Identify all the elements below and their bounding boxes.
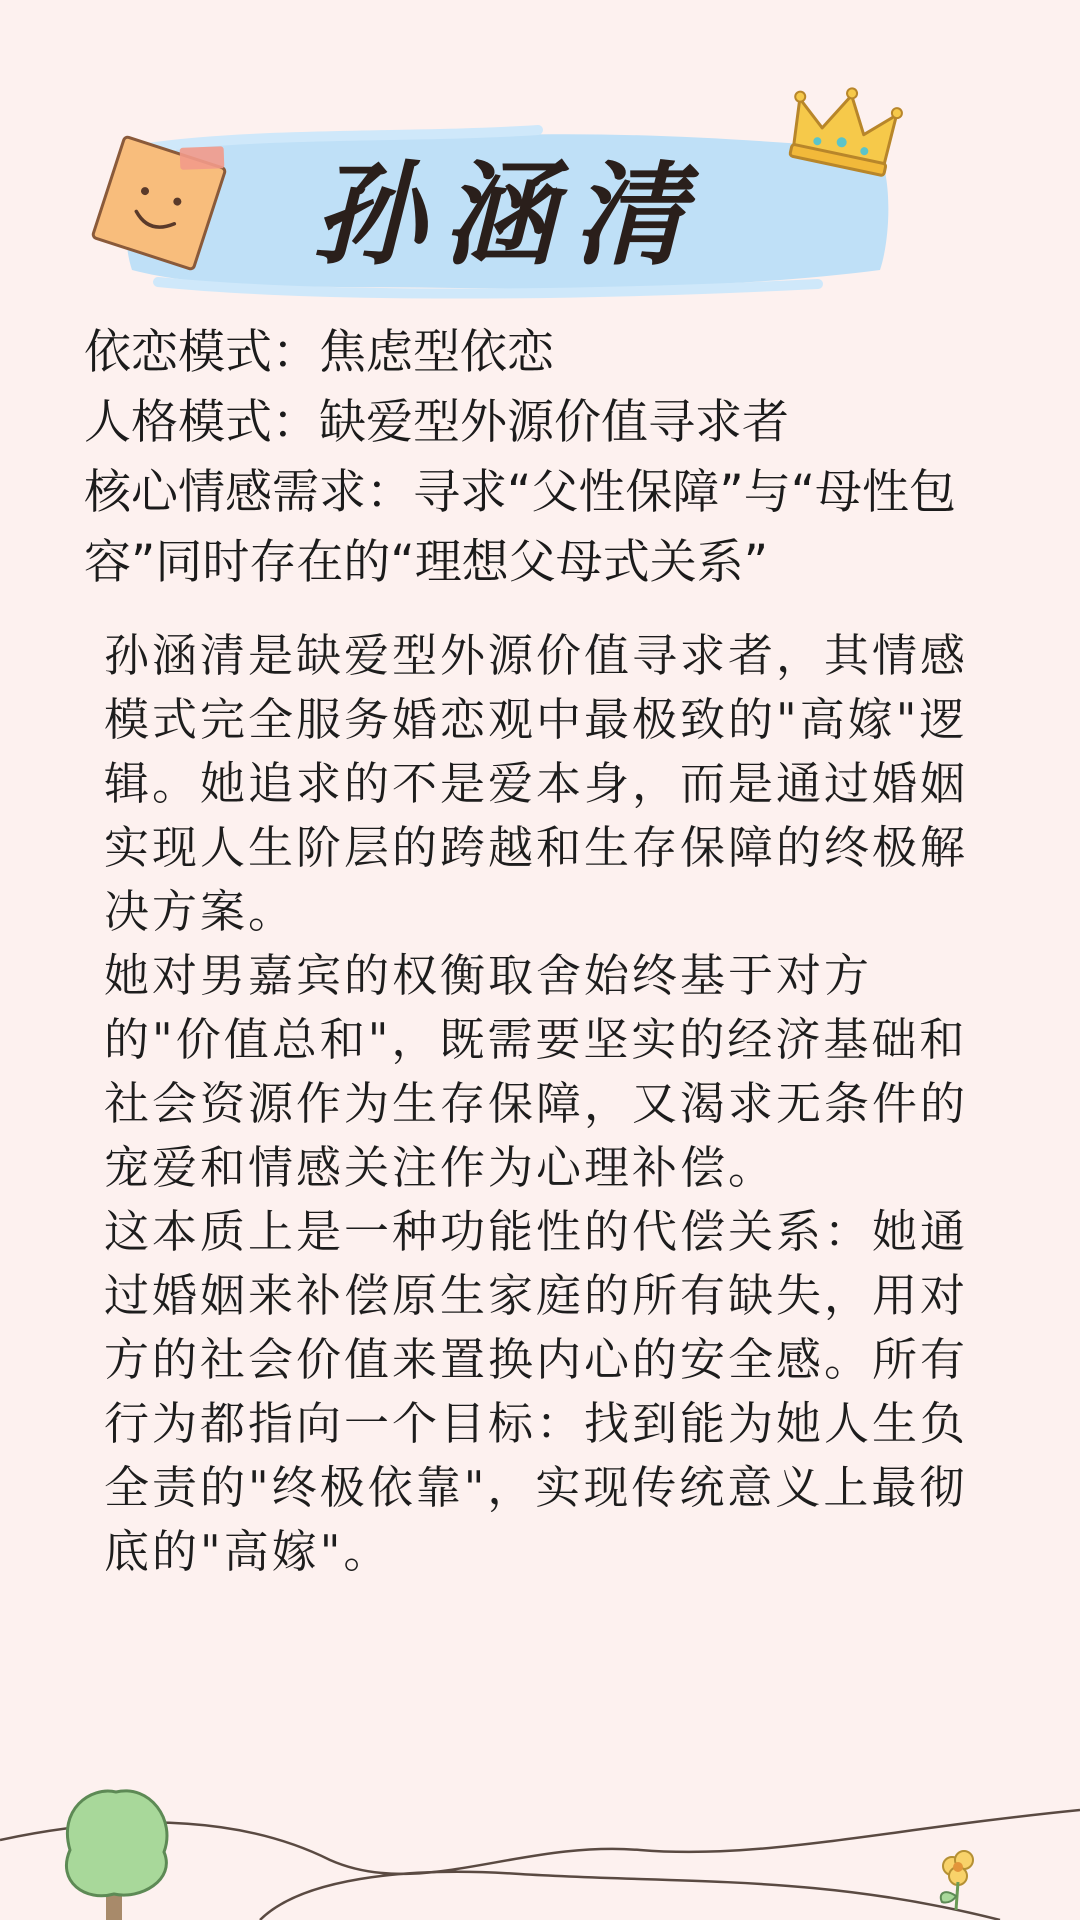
paragraph: 孙涵清是缺爱型外源价值寻求者，其情感模式完全服务婚恋观中最极致的"高嫁"逻辑。她追求的不是爱本身，而是通过婚姻实现人生阶层的跨越和生存保障的终极解决方案。 <box>104 629 969 938</box>
paragraph: 她对男嘉宾的权衡取舍始终基于对方的"价值总和"，既需要坚实的经济基础和社会资源作为生存保障，又渴求无条件的宠爱和情感关注作为心理补偿。 <box>104 949 969 1194</box>
footer-decoration <box>0 1770 1080 1920</box>
attachment-style: 依恋模式：焦虑型依恋 <box>84 325 554 380</box>
crown-icon <box>786 82 916 182</box>
core-emotional-need: 核心情感需求：寻求“父性保障”与“母性包容”同时存在的“理想父母式关系” <box>84 465 957 590</box>
paragraph: 这本质上是一种功能性的代偿关系：她通过婚姻来补偿原生家庭的所有缺失，用对方的社会价值来置换内心的安全感。所有行为都指向一个目标：找到能为她人生负全责的"终极依靠"，实现传统意义上最彻底的"高嫁"。 <box>104 1205 969 1578</box>
smiley-sticky-note-icon <box>84 128 234 278</box>
analysis-body <box>104 624 984 1584</box>
profile-summary <box>84 318 1024 598</box>
personality-type: 人格模式：缺爱型外源价值寻求者 <box>84 395 789 450</box>
flower-icon <box>941 1851 973 1910</box>
tree-icon <box>66 1791 167 1920</box>
title-banner <box>118 120 898 300</box>
page-title: 孙涵清 <box>313 149 703 281</box>
